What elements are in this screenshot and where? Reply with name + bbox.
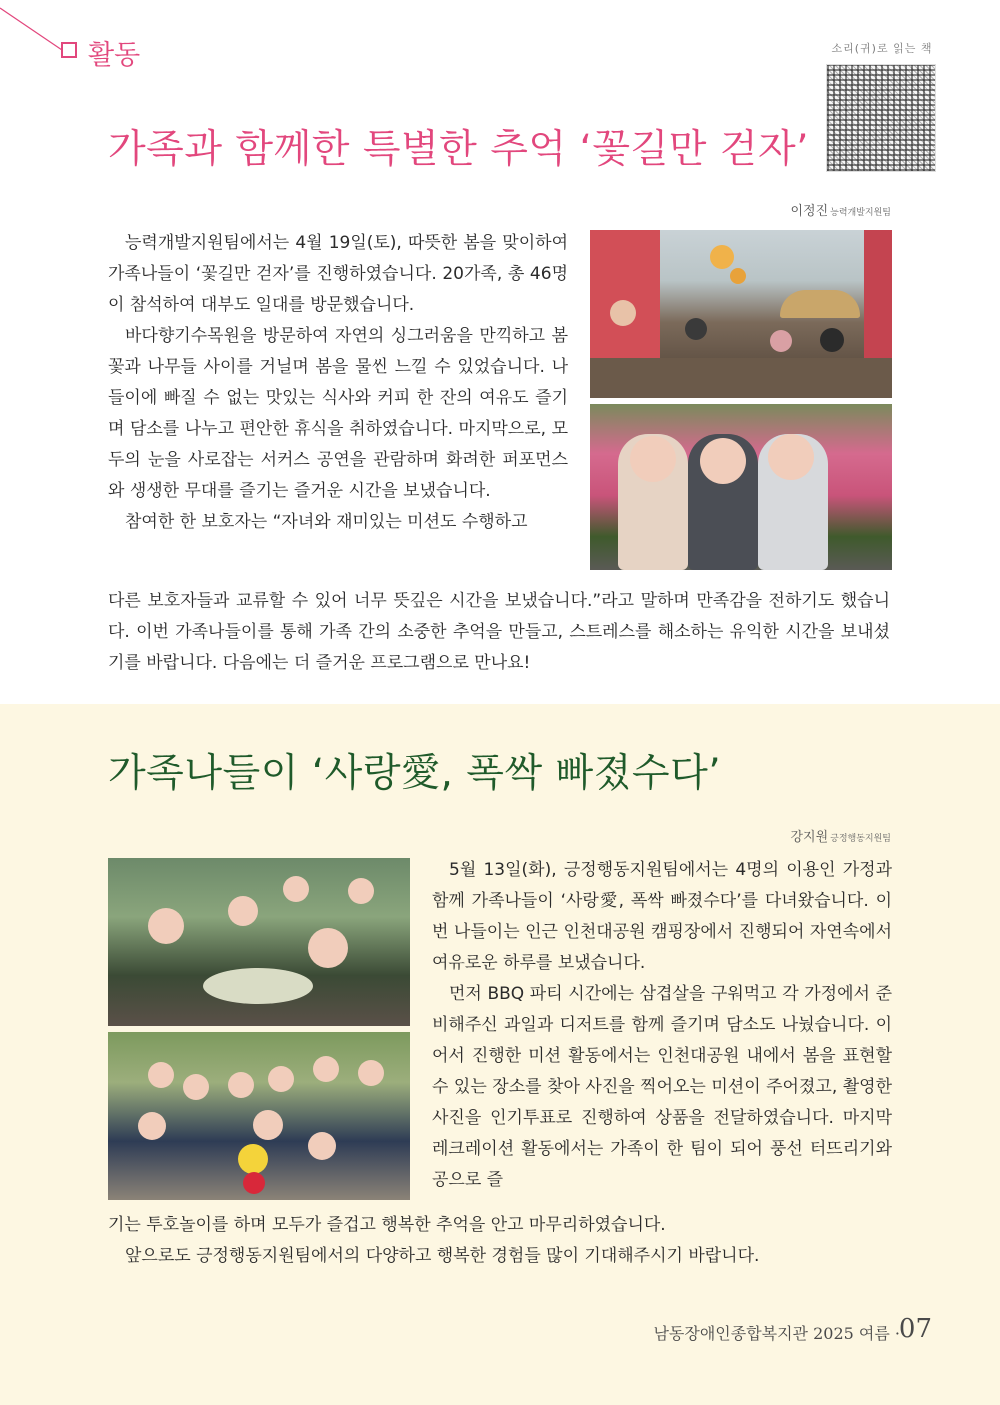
article-1-author: 이정진	[790, 204, 829, 219]
section-marker-box	[61, 42, 77, 58]
article-2-paragraph: 기는 투호놀이를 하며 모두가 즐겁고 행복한 추억을 안고 마무리하였습니다.	[108, 1215, 666, 1235]
article-2-team: 긍정행동지원팀	[830, 834, 891, 844]
corner-decoration-line	[0, 0, 90, 70]
article-1-body-continued	[108, 586, 890, 679]
article-1-paragraph: 바다향기수목원을 방문하여 자연의 싱그러움을 만끽하고 봄꽃과 나무들 사이를 거닐며 봄을 물씬 느낄 수 있었습니다. 나들이에 빠질 수 없는 맛있는 식사와 커피 한 잔의 여유도 즐기며 담소를 나누고 편안한 휴식을 취하였습니다. 마지막으로, 모두의 눈을 사로잡는 서커스 공연을 관람하며 화려한 퍼포먼스와 생생한 무대를 즐기는 즐거운 시간을 보냈습니다.	[108, 326, 568, 501]
bbq-party-photo	[108, 858, 410, 1026]
article-2-closing: 앞으로도 긍정행동지원팀에서의 다양하고 행복한 경험들 많이 기대해주시기 바랍니다.	[125, 1246, 760, 1266]
qr-code-icon[interactable]	[826, 64, 936, 172]
article-2-body	[432, 855, 892, 1196]
section-label: 활동	[88, 40, 141, 71]
article-1-body	[108, 228, 568, 538]
article-2-body-continued	[108, 1210, 892, 1272]
group-photo	[108, 1032, 410, 1200]
article-1-paragraph: 능력개발지원팀에서는 4월 19일(토), 따뜻한 봄을 맞이하여 가족나들이 ‘꽃길만 걷자’를 진행하였습니다. 20가족, 총 46명이 참석하여 대부도 일대를 방문했습니다.	[108, 233, 568, 315]
article-1-paragraph: 참여한 한 보호자는 “자녀와 재미있는 미션도 수행하고	[125, 512, 528, 532]
publication-name: 남동장애인종합복지관 2025 여름 ·	[653, 1324, 900, 1343]
page-number: 07	[898, 1314, 932, 1344]
article-2-paragraph: 먼저 BBQ 파티 시간에는 삼겹살을 구워먹고 각 가정에서 준비해주신 과일과 디저트를 함께 즐기며 담소도 나눴습니다. 이어서 진행한 미션 활동에서는 인천대공원 내에서 봄을 표현할 수 있는 장소를 찾아 사진을 찍어오는 미션이 주어졌고, 촬영한 사진을 인기투표로 진행하여 상품을 전달하였습니다. 마지막 레크레이션 활동에서는 가족이 한 팀이 되어 풍선 터뜨리기와 공으로 즐	[432, 984, 892, 1190]
qr-caption: 소리(귀)로 읽는 책	[831, 42, 933, 55]
article-1-paragraph: 다른 보호자들과 교류할 수 있어 너무 뜻깊은 시간을 보냈습니다.”라고 말하며 만족감을 전하기도 했습니다. 이번 가족나들이를 통해 가족 간의 소중한 추억을 만들고, 스트레스를 해소하는 유익한 시간을 보내셨기를 바랍니다. 다음에는 더 즐거운 프로그램으로 만나요!	[108, 591, 890, 673]
article-1-title: 가족과 함께한 특별한 추억 ‘꽃길만 걷자’	[108, 127, 810, 172]
article-1-team: 능력개발지원팀	[830, 208, 891, 218]
article-2-author: 강지원	[790, 830, 829, 845]
article-2-byline	[790, 826, 891, 845]
tulip-garden-photo	[590, 404, 892, 570]
article-1-byline	[790, 200, 891, 219]
article-2-title: 가족나들이 ‘사랑愛, 폭싹 빠졌수다’	[108, 751, 722, 796]
article-2-paragraph: 5월 13일(화), 긍정행동지원팀에서는 4명의 이용인 가정과 함께 가족나들이 ‘사랑愛, 폭싹 빠졌수다’를 다녀왔습니다. 이번 나들이는 인근 인천대공원 캠핑장에서 진행되어 자연속에서 여유로운 하루를 보냈습니다.	[432, 860, 892, 973]
cafe-photo	[590, 230, 892, 398]
